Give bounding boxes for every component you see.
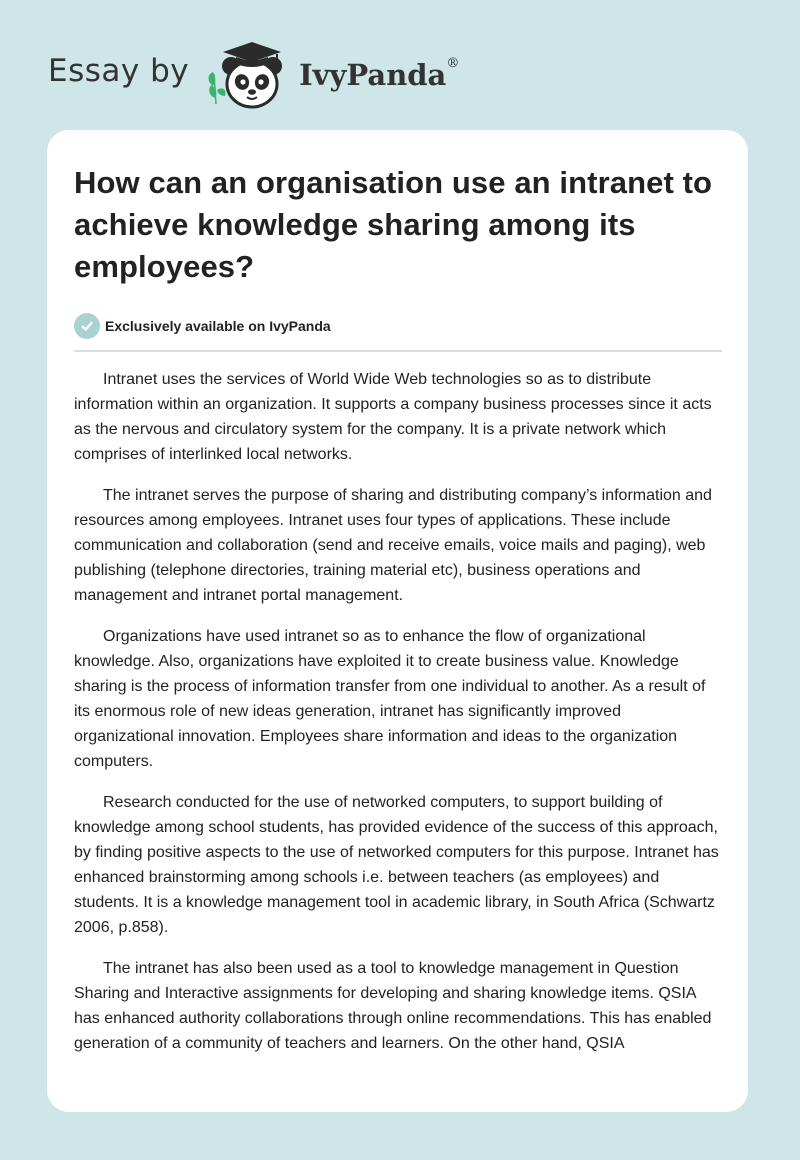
paragraph: Organizations have used intranet so as to enhance the flow of organizational knowledge. Also, organizations have exploited it to create business value. Knowledge sharing is the process of information transfer from one individual to another. As a result of its enormous role of new ideas generation, intranet has significantly improved organizational innovation. Employees share information and ideas to the organization computers. [74,628,706,770]
article-card [47,130,748,1112]
essay-by-label: Essay by [48,53,190,89]
paragraph: The intranet serves the purpose of sharing and distributing company’s information and resources among employees. Intranet uses four types of applications. These include communication and collaboration (send and receive emails, voice mails and paging), web publishing (telephone directories, training material etc), business operations and management and intranet portal management. [74,487,712,604]
paragraph: Research conducted for the use of networked computers, to support building of knowledge among school students, has provided evidence of the success of this approach, by finding positive aspects to the use of networked computers for this purpose. Intranet has enhanced brainstorming among schools i.e. between teachers (as employees) and students. It is a knowledge management tool in academic library, in South Africa (Schwartz 2006, p.858). [74,794,719,936]
paragraph: Intranet uses the services of World Wide Web technologies so as to distribute information within an organization. It supports a company business processes since it acts as the nervous and circulatory system for the company. It is a private network which comprises of interlinked local networks. [74,371,712,463]
site-header [48,34,459,114]
paragraph: The intranet has also been used as a tool to knowledge management in Question Sharing and Interactive assignments for developing and sharing knowledge items. QSIA has enhanced authority collaborations through online recommendations. This has enabled generation of a community of teachers and learners. On the other hand, QSIA [74,960,712,1052]
panda-graduate-icon [203,34,295,114]
brand-name: IvyPanda® [299,56,460,92]
exclusive-badge [74,313,722,339]
exclusive-badge-label: Exclusively available on IvyPanda [105,318,331,334]
page-title: How can an organisation use an intranet to achieve knowledge sharing among its employees? [74,165,713,284]
check-icon [74,313,100,339]
divider [74,350,722,352]
logo-link[interactable] [203,34,459,114]
registered-mark: ® [446,56,460,71]
